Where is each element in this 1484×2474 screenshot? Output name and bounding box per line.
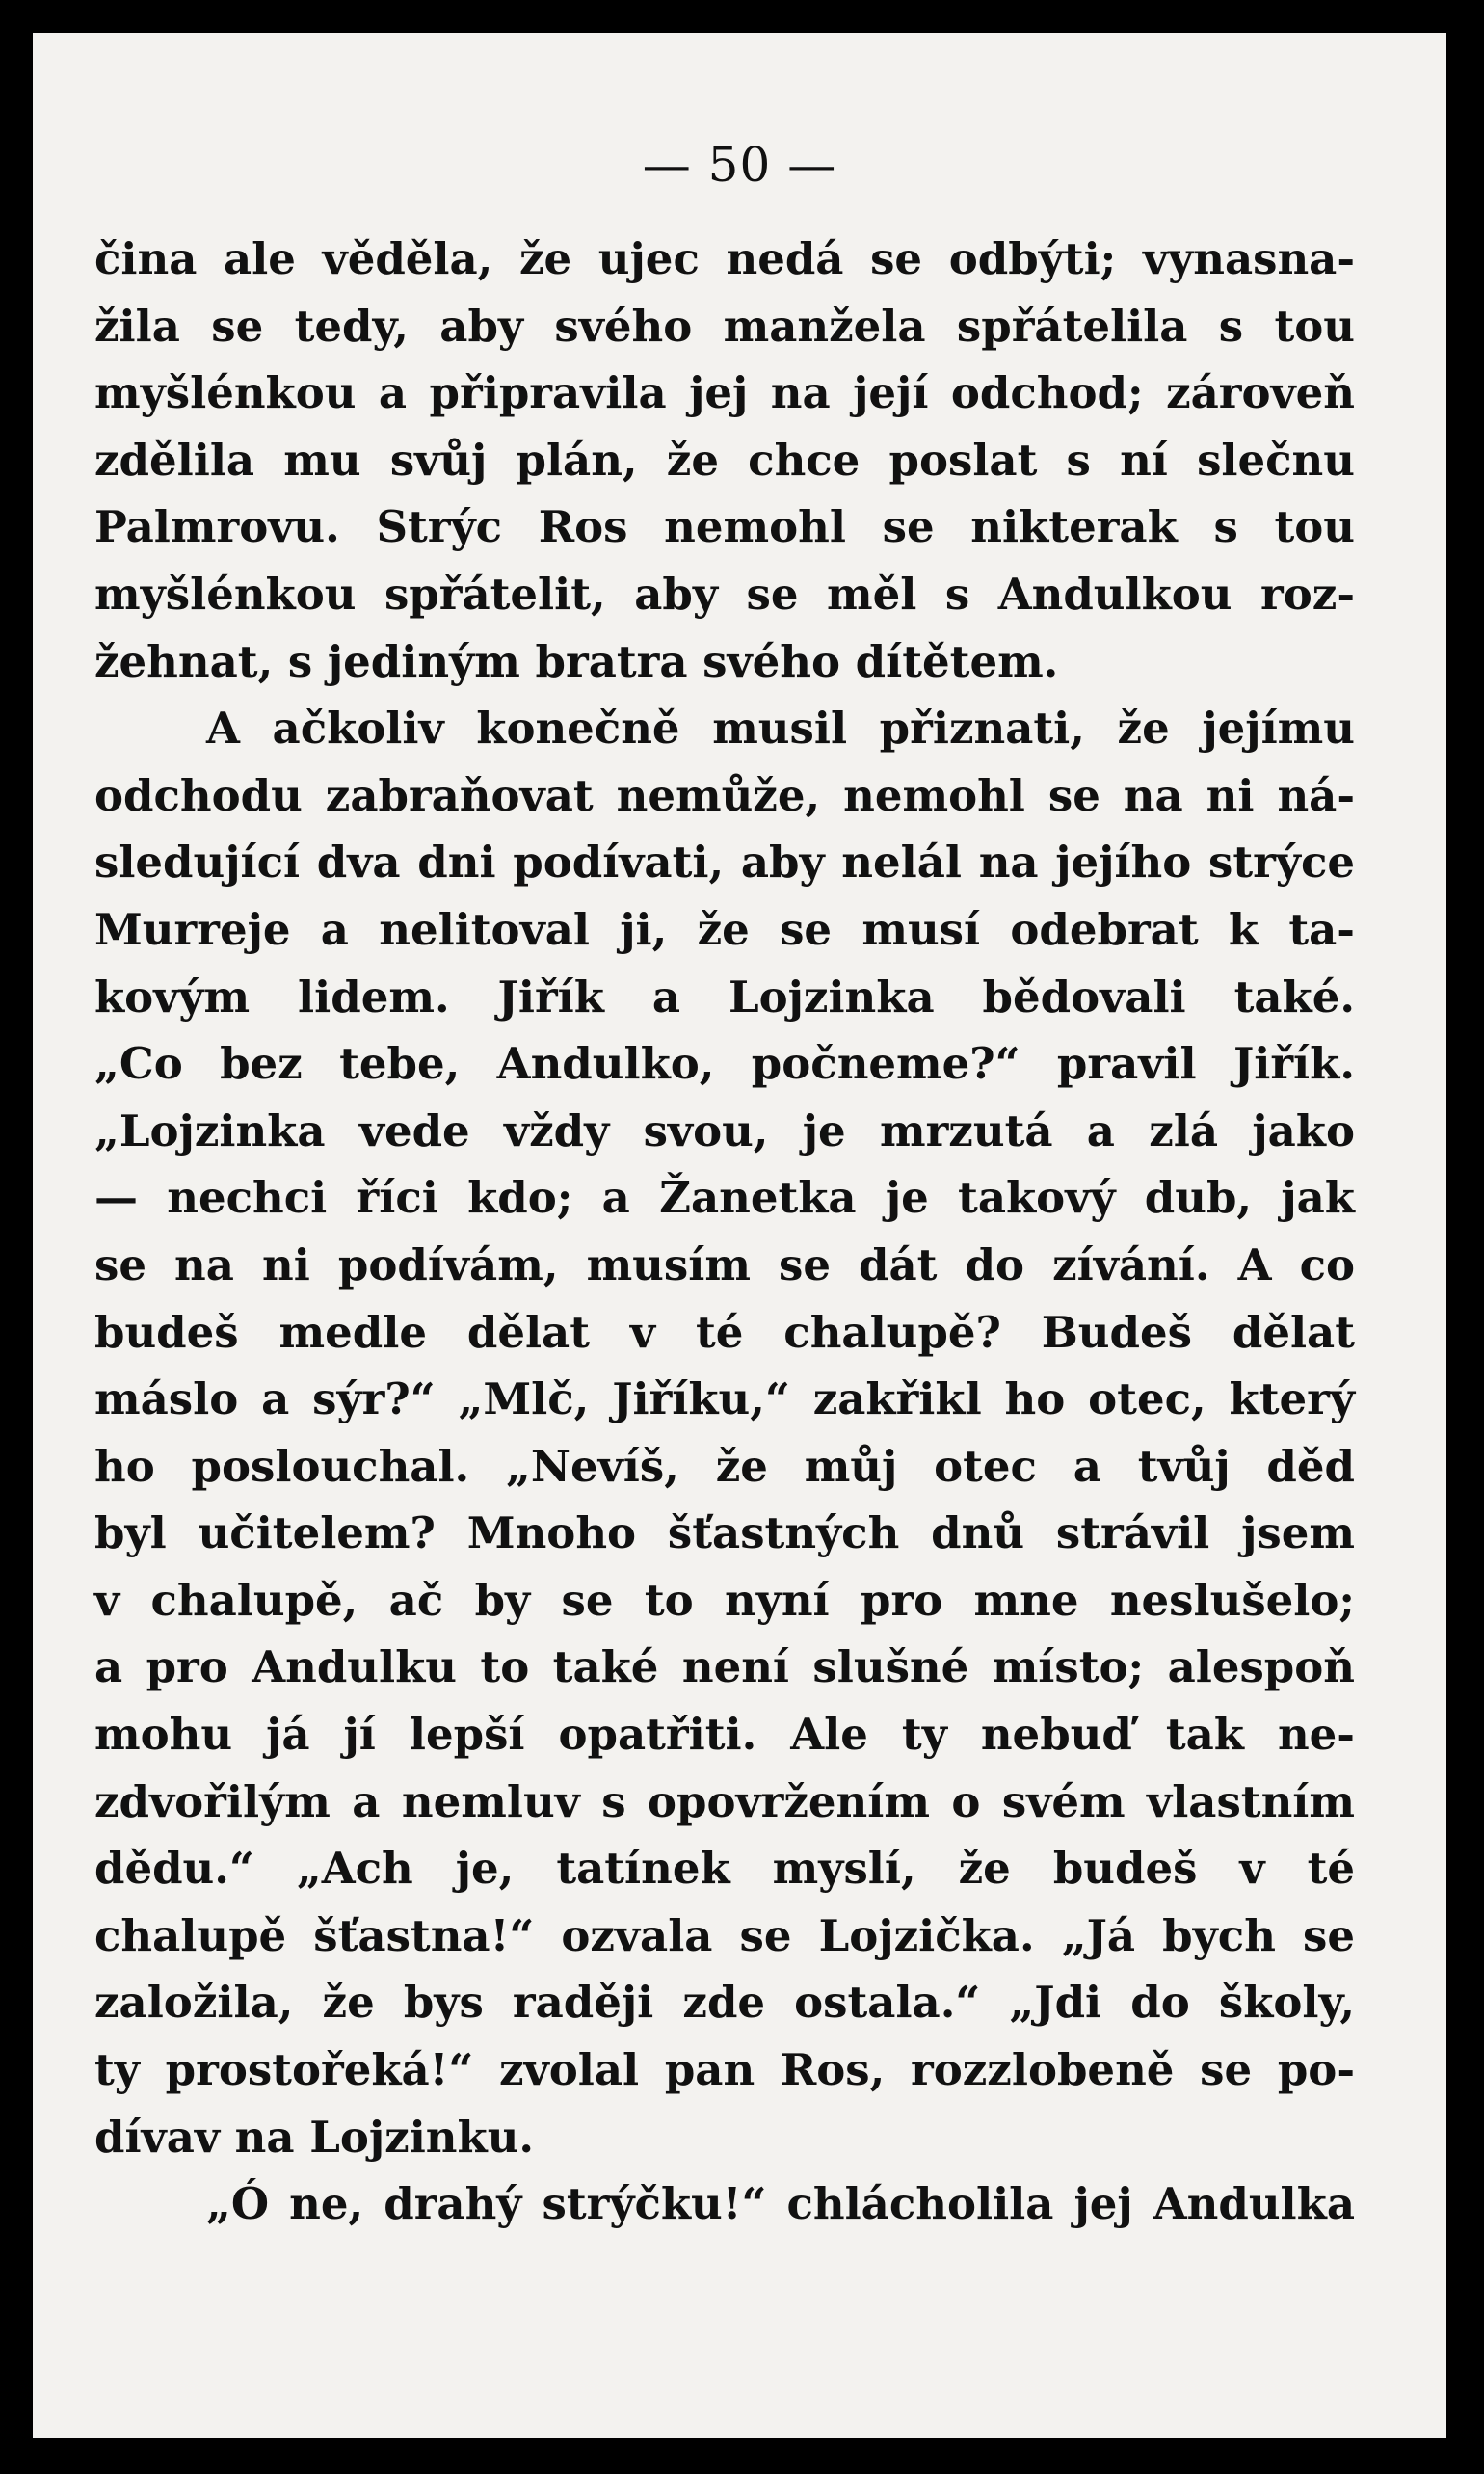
text-line: „Lojzinka vede vždy svou, je mrzutá a zlá jako — [94, 1104, 1355, 1157]
text-line: „Ó ne, drahý strýčku!“ chlácholila jej Andulka — [206, 2178, 1355, 2230]
text-line: dědu.“ „Ach je, tatínek myslí, že budeš v té — [94, 1843, 1355, 1895]
text-line: byl učitelem? Mnoho šťastných dnů strávil jsem — [94, 1507, 1355, 1559]
text-line: sledující dva dni podívati, aby nelál na jejího strýce — [94, 837, 1355, 889]
text-line: zdvořilým a nemluv s opovržením o svém vlastním — [94, 1775, 1355, 1827]
text-line: dívav na Lojzinku. — [94, 2111, 535, 2163]
text-line: — nechci říci kdo; a Žanetka je takový dub, jak — [94, 1172, 1355, 1224]
text-line: „Co bez tebe, Andulko, počneme?“ pravil Jiřík. — [94, 1038, 1355, 1090]
text-line: se na ni podívám, musím se dát do zívání. A co — [94, 1238, 1355, 1290]
text-line: mohu já jí lepší opatřiti. Ale ty nebuď tak ne- — [94, 1709, 1355, 1761]
text-line: A ačkoliv konečně musil přiznati, že jejímu — [206, 703, 1355, 755]
body-text — [94, 226, 1355, 2238]
text-line: ty prostořeká!“ zvolal pan Ros, rozzlobeně se po- — [94, 2044, 1355, 2096]
text-line: žehnat, s jediným bratra svého dítětem. — [94, 635, 1059, 687]
text-line: ho poslouchal. „Nevíš, že můj otec a tvůj děd — [94, 1440, 1355, 1492]
text-line: žila se tedy, aby svého manžela spřátelila s tou — [94, 300, 1355, 352]
text-line: Murreje a nelitoval ji, že se musí odebrat k ta- — [94, 903, 1355, 955]
text-line: čina ale věděla, že ujec nedá se odbýti; vynasna- — [94, 233, 1355, 284]
text-line: zdělila mu svůj plán, že chce poslat s ní slečnu — [94, 434, 1355, 486]
page-number: — 50 — — [642, 137, 837, 193]
text-line: v chalupě, ač by se to nyní pro mne neslušelo; — [94, 1574, 1355, 1626]
text-line: a pro Andulku to také není slušné místo; alespoň — [94, 1641, 1355, 1693]
text-line: kovým lidem. Jiřík a Lojzinka bědovali také. — [94, 971, 1355, 1023]
text-line: budeš medle dělat v té chalupě? Budeš dělat — [94, 1306, 1355, 1358]
text-line: Palmrovu. Strýc Ros nemohl se nikterak s tou — [94, 501, 1355, 553]
text-line: chalupě šťastna!“ ozvala se Lojzička. „Já bych se — [94, 1909, 1355, 1961]
text-line: odchodu zabraňovat nemůže, nemohl se na ni ná- — [94, 769, 1355, 821]
text-line: myšlénkou spřátelit, aby se měl s Andulkou roz- — [94, 568, 1355, 620]
text-line: založila, že bys raději zde ostala.“ „Jdi do školy, — [94, 1977, 1355, 2029]
book-page — [33, 33, 1446, 2438]
text-line: máslo a sýr?“ „Mlč, Jiříku,“ zakřikl ho otec, který — [94, 1373, 1355, 1425]
text-line: myšlénkou a připravila jej na její odchod; zároveň — [94, 367, 1355, 419]
